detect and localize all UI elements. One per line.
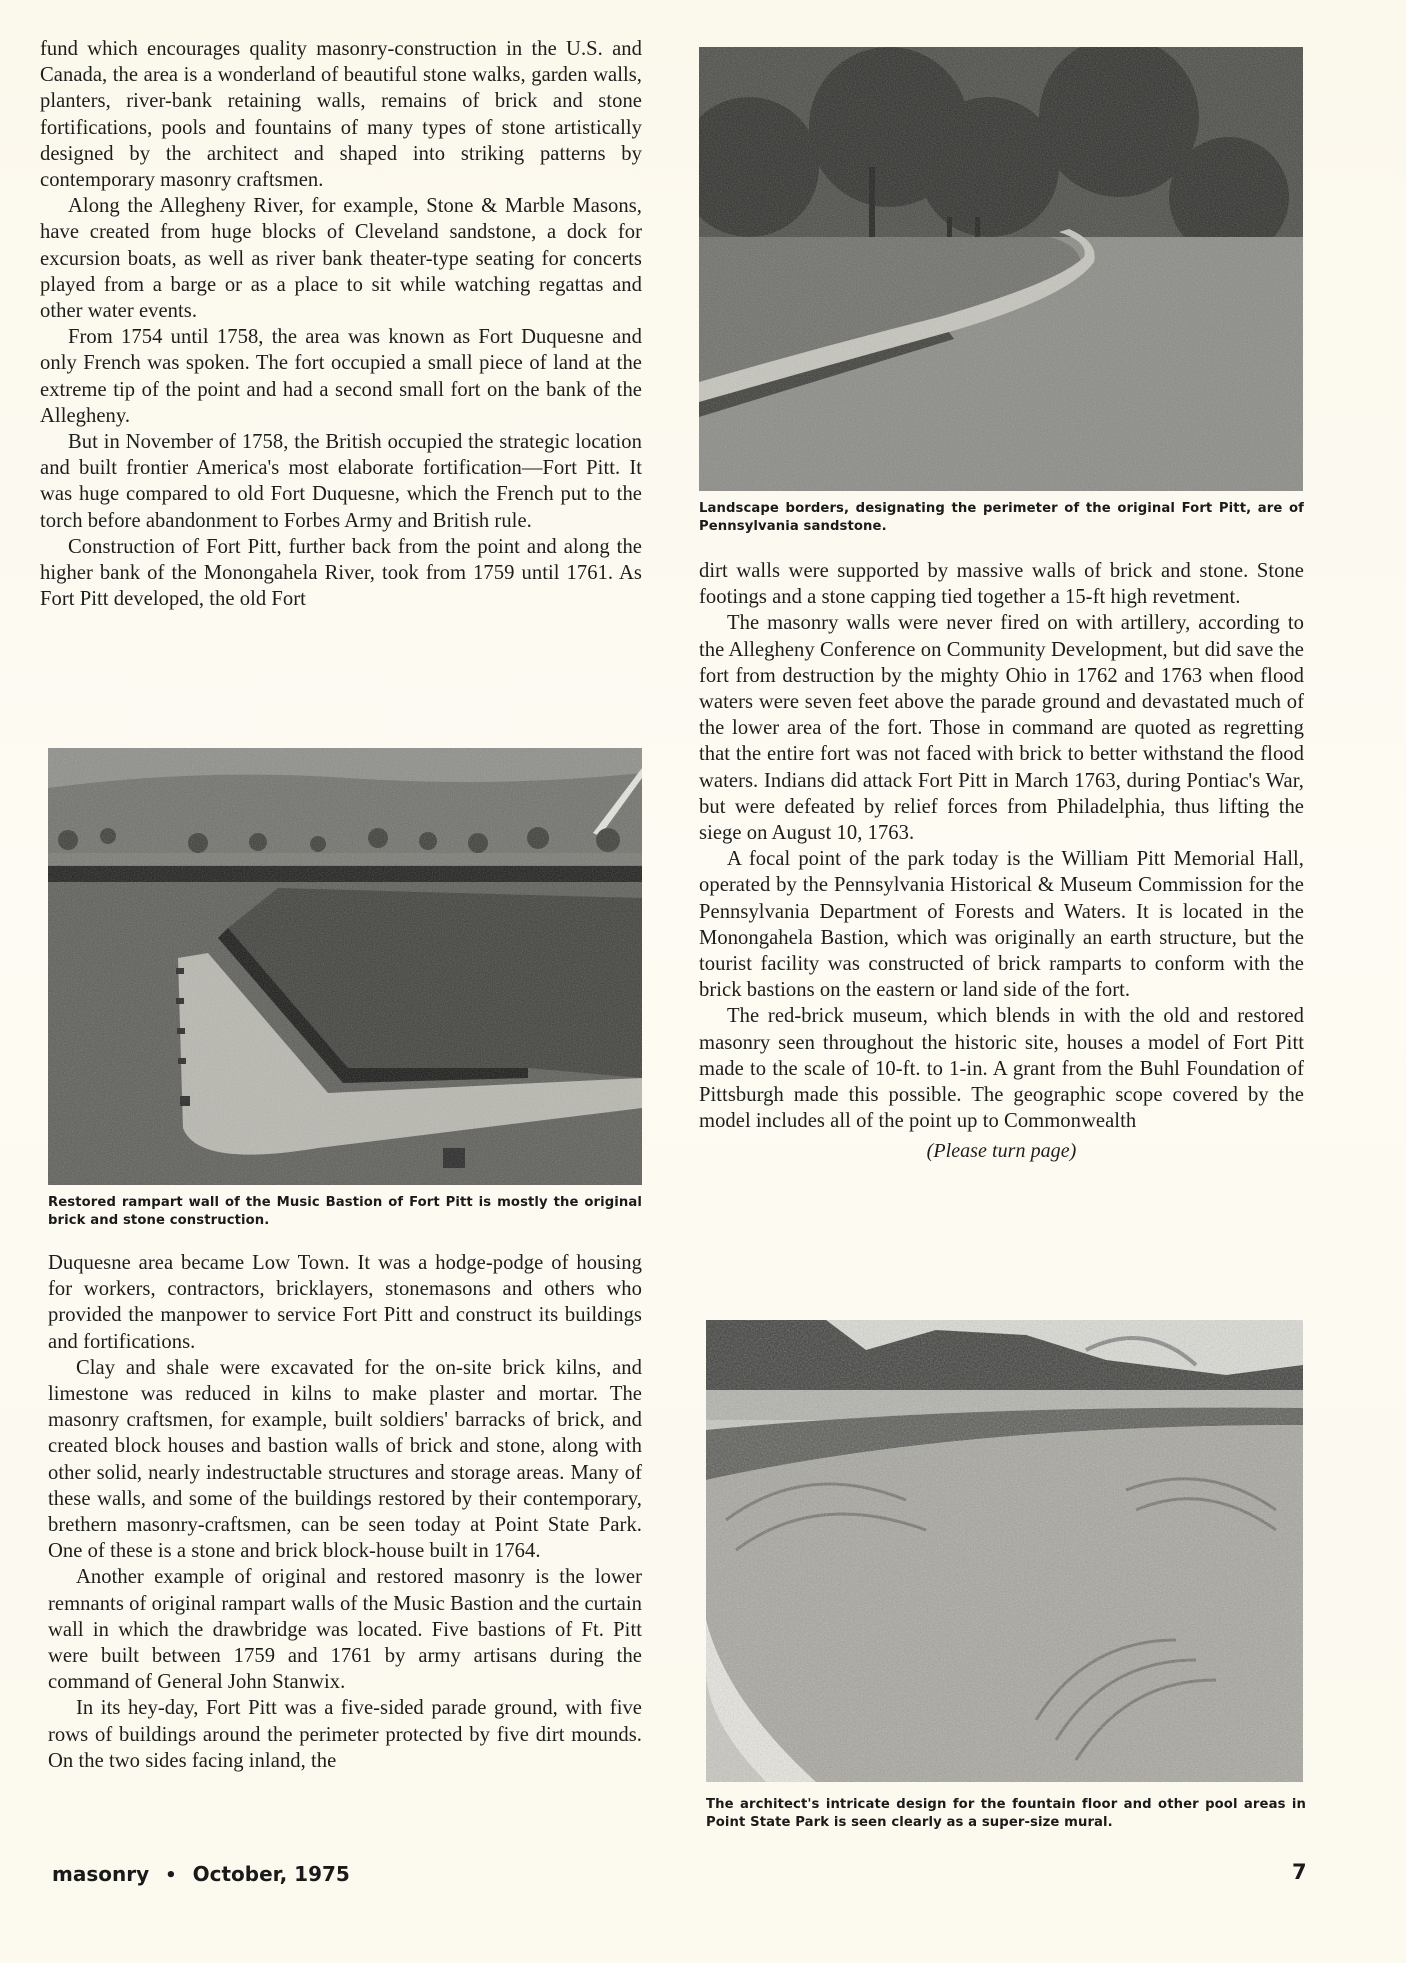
- fountain-photo-caption-block: [706, 1796, 1306, 1832]
- paragraph: But in November of 1758, the British occupied the strategic location and built frontier America's most elaborate fortification—Fort Pitt. It was huge compared to old Fort Duquesne, which the French put to the torch before abandonment to Forbes Army and British rule.: [40, 431, 642, 532]
- paragraph: The masonry walls were never fired on with artillery, according to the Allegheny Conference on Community Development, but did save the fort from destruction by the mighty Ohio in 1762 and 1763 when flood waters were seven feet above the parade ground and devastated much of the lower area of the fort. Those in command are quoted as regretting that the entire fort was not faced with brick to better withstand the flood waters. Indians did attack Fort Pitt in March 1763, during Pontiac's War, but were defeated by relief forces from Philadelphia, thus lifting the siege on August 10, 1763.: [699, 612, 1304, 845]
- page-number: 7: [1292, 1860, 1307, 1884]
- publication-name: masonry: [52, 1862, 150, 1886]
- left-column-lower: [48, 1250, 642, 1774]
- paragraph: A focal point of the park today is the William Pitt Memorial Hall, operated by the Pennsylvania Historical & Museum Commission for the Pennsylvania Department of Forests and Waters. It is located in the Monongahela Bastion, which was originally an earth structure, but the tourist facility was constructed of brick ramparts to conform with the brick bastions on the eastern or land side of the fort.: [699, 848, 1304, 1002]
- rampart-wall-photo: [48, 748, 642, 1185]
- issue-date: October, 1975: [192, 1862, 350, 1886]
- landscape-photo-caption-block: [699, 500, 1304, 536]
- paragraph: Construction of Fort Pitt, further back from the point and along the higher bank of the Monongahela River, took from 1759 until 1761. As Fort Pitt developed, the old Fort: [40, 535, 642, 611]
- paragraph: The red-brick museum, which blends in with the old and restored masonry seen throughout the historic site, houses a model of Fort Pitt made to the scale of 10-ft. to 1-in. A grant from the Buhl Foundation of Pittsburgh made this possible. The geographic scope covered by the model includes all of the point up to Commonwealth: [699, 1005, 1304, 1133]
- paragraph: From 1754 until 1758, the area was known as Fort Duquesne and only French was spoken. The fort occupied a small piece of land at the extreme tip of the point and had a second small fort on the bank of the Allegheny.: [40, 326, 642, 427]
- photo-caption: Restored rampart wall of the Music Bastion of Fort Pitt is mostly the original brick and stone construction.: [48, 1195, 642, 1228]
- page-footer: [52, 1862, 350, 1886]
- photo-caption: The architect's intricate design for the fountain floor and other pool areas in Point State Park is seen clearly as a super-size mural.: [706, 1797, 1306, 1830]
- photo-caption: Landscape borders, designating the perimeter of the original Fort Pitt, are of Pennsylvania sandstone.: [699, 501, 1304, 534]
- please-turn-page-note: (Please turn page): [926, 1140, 1077, 1163]
- right-column-text: [699, 558, 1304, 1165]
- paragraph: In its hey-day, Fort Pitt was a five-sided parade ground, with five rows of buildings around the perimeter protected by five dirt mounds. On the two sides facing inland, the: [48, 1697, 642, 1772]
- left-column: [40, 36, 642, 612]
- landscape-border-photo: [699, 47, 1303, 491]
- fountain-floor-photo: [706, 1320, 1303, 1782]
- bullet-separator: •: [165, 1865, 177, 1886]
- paragraph: Clay and shale were excavated for the on-site brick kilns, and limestone was reduced in kilns to make plaster and mortar. The masonry craftsmen, for example, built soldiers' barracks of brick, and created block houses and bastion walls of brick and stone, along with other solid, nearly indestructable structures and storage areas. Many of these walls, and some of the buildings restored by their contemporary, brethern masonry-craftsmen, can be seen today at Point State Park. One of these is a stone and brick block-house built in 1764.: [48, 1356, 642, 1563]
- paragraph: dirt walls were supported by massive walls of brick and stone. Stone footings and a stone capping tied together a 15-ft high revetment.: [699, 560, 1304, 609]
- paragraph: Along the Allegheny River, for example, Stone & Marble Masons, have created from huge blocks of Cleveland sandstone, a dock for excursion boats, as well as river bank theater-type seating for concerts played from a barge or as a place to sit while watching regattas and other water events.: [40, 195, 642, 323]
- paragraph: fund which encourages quality masonry-construction in the U.S. and Canada, the area is a wonderland of beautiful stone walks, garden walls, planters, river-bank retaining walls, remains of brick and stone fortifications, pools and fountains of many types of stone artistically designed by the architect and shaped into striking patterns by contemporary masonry craftsmen.: [40, 38, 642, 192]
- paragraph: Another example of original and restored masonry is the lower remnants of original rampart walls of the Music Bastion and the curtain wall in which the drawbridge was located. Five bastions of Ft. Pitt were built between 1759 and 1761 by army artisans during the command of General John Stanwix.: [48, 1566, 642, 1694]
- rampart-photo-caption-block: [48, 1194, 642, 1230]
- paragraph: Duquesne area became Low Town. It was a hodge-podge of housing for workers, contractors, bricklayers, stonemasons and others who provided the manpower to service Fort Pitt and construct its buildings and fortifications.: [48, 1252, 642, 1353]
